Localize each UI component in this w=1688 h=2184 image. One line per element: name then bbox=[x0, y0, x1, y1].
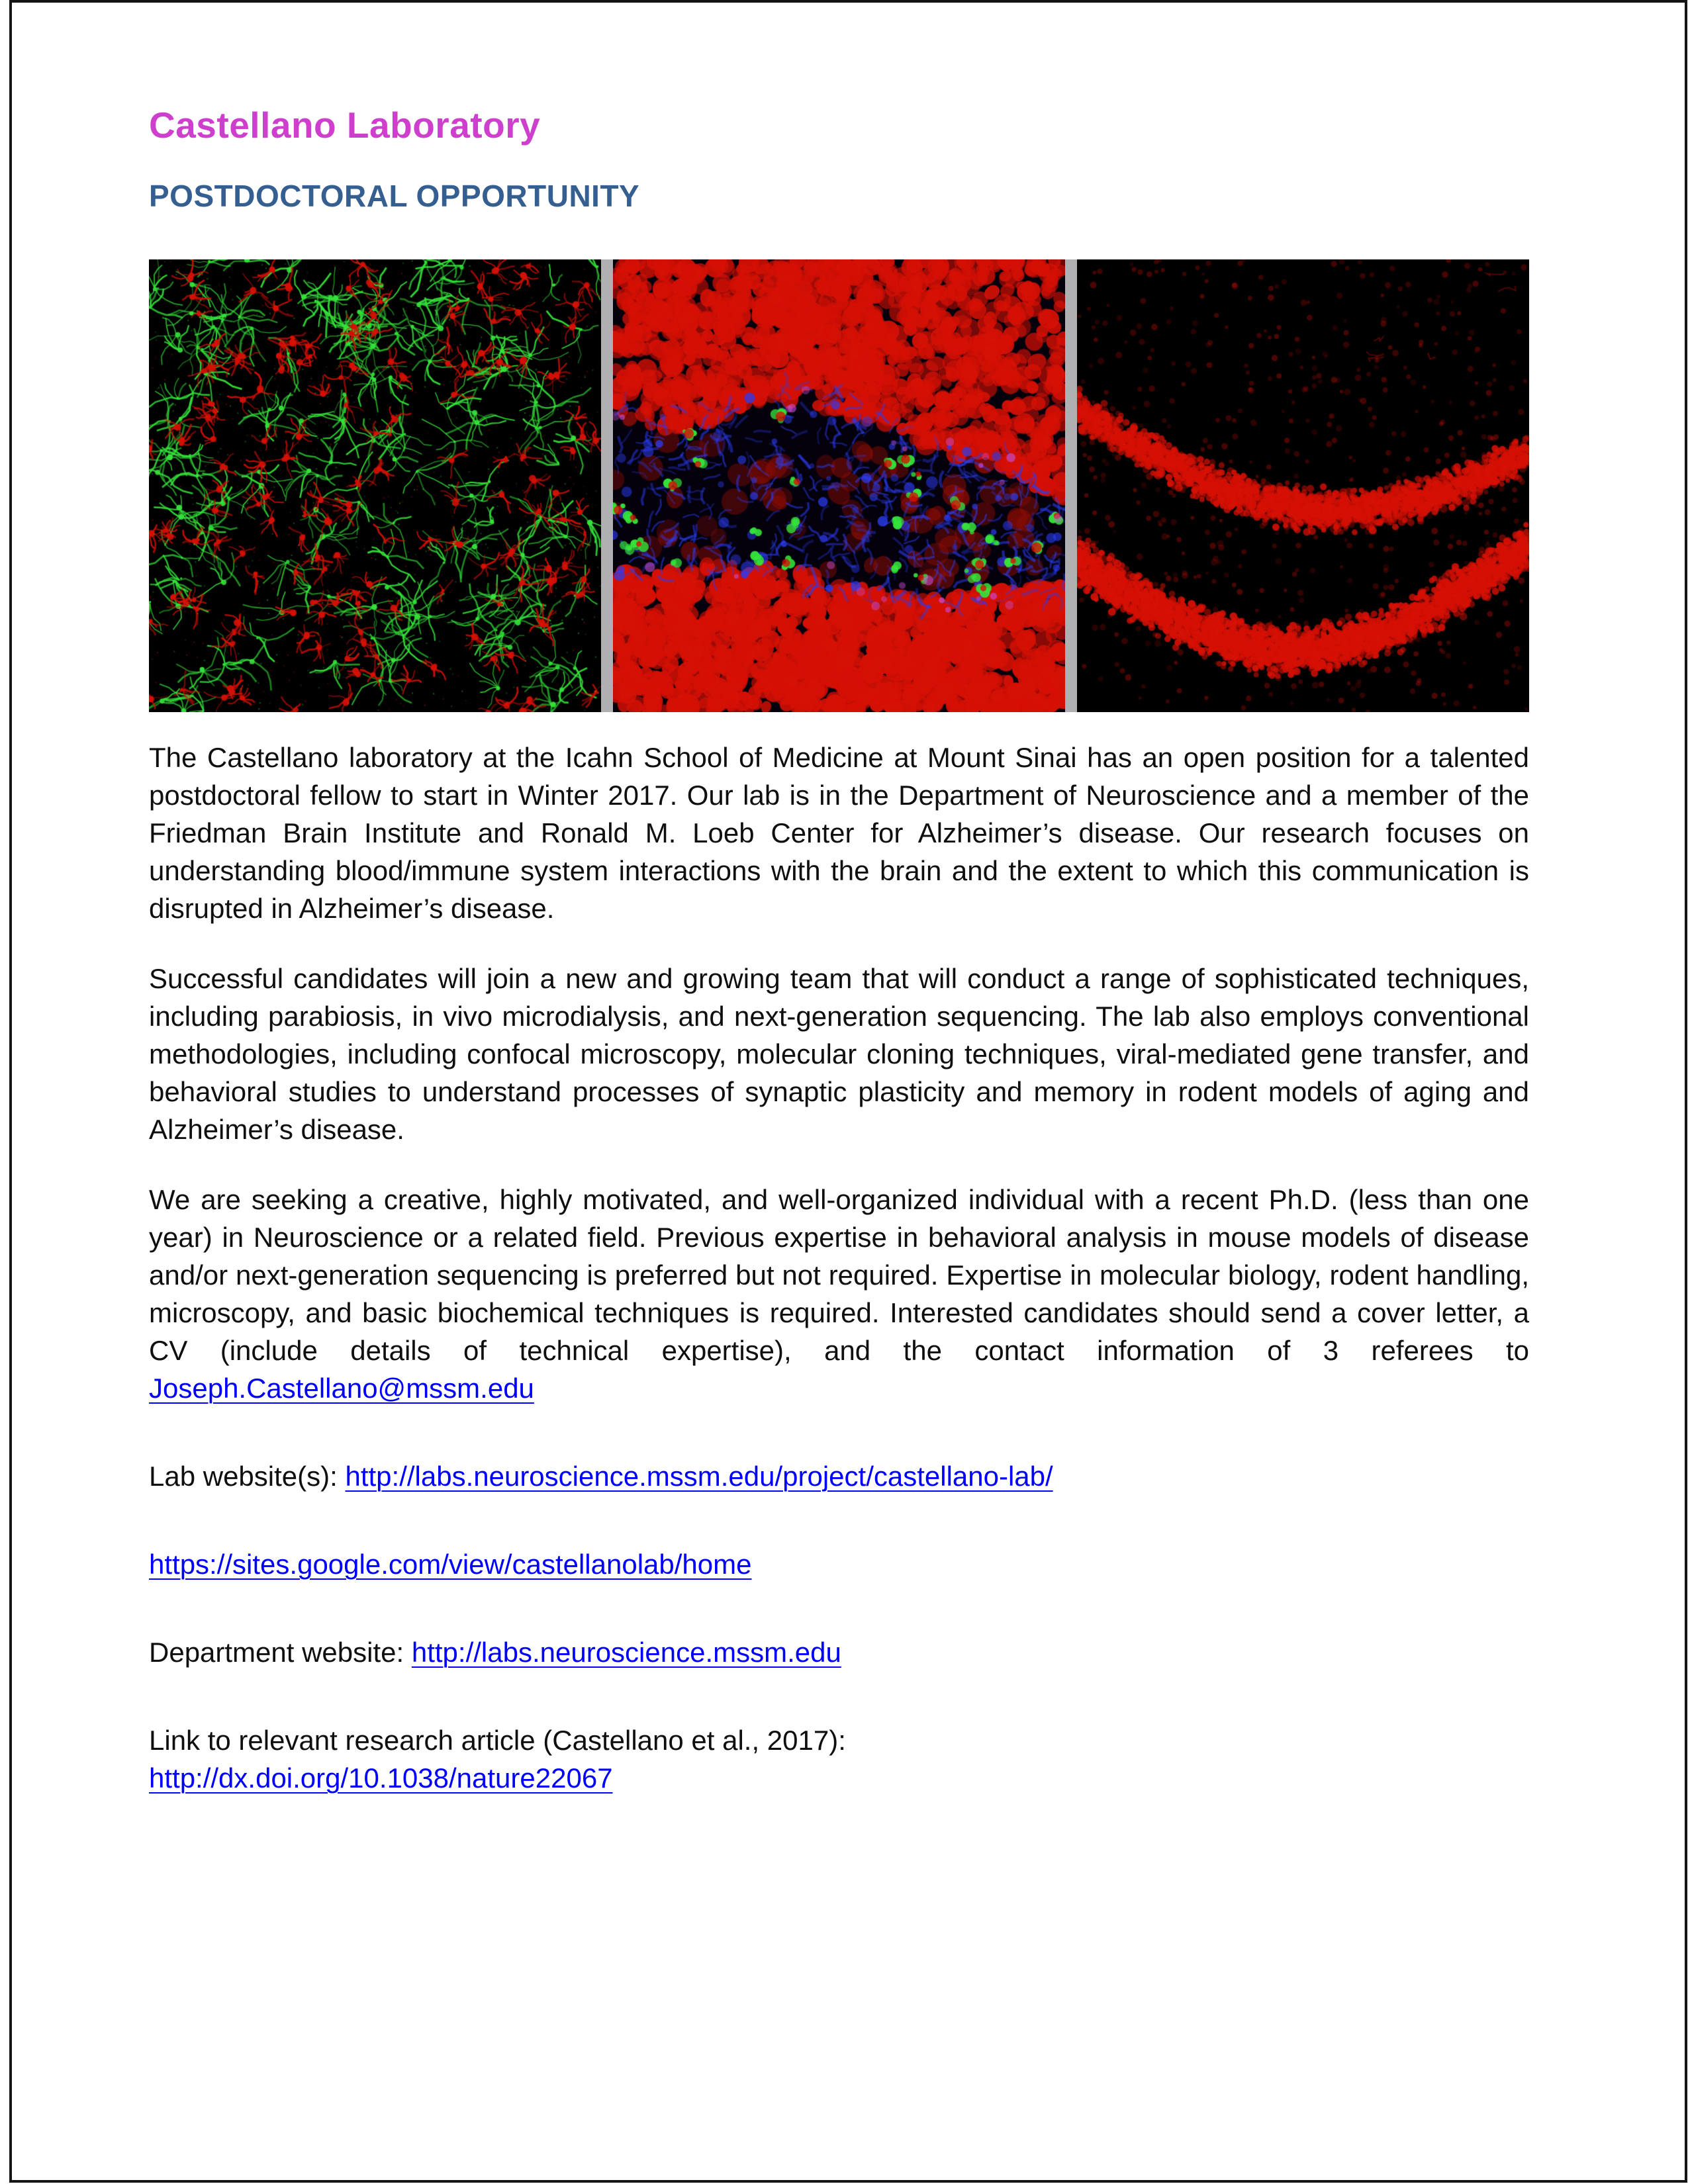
paragraph bbox=[149, 1545, 1529, 1583]
cortex-glia-micrograph bbox=[149, 259, 601, 712]
email-link[interactable]: Joseph.Castellano@mssm.edu bbox=[149, 1373, 534, 1404]
figure-separator bbox=[1065, 259, 1077, 712]
paragraph bbox=[149, 960, 1529, 1148]
paragraph bbox=[149, 1721, 1529, 1797]
text-run: Link to relevant research article (Castellano et al., 2017): bbox=[149, 1725, 846, 1756]
doi-link[interactable]: http://dx.doi.org/10.1038/nature22067 bbox=[149, 1762, 613, 1794]
figure-separator bbox=[601, 259, 613, 712]
paragraph bbox=[149, 1181, 1529, 1407]
lab-google-site-link[interactable]: https://sites.google.com/view/castellanolab/home bbox=[149, 1549, 752, 1580]
department-website-link[interactable]: http://labs.neuroscience.mssm.edu bbox=[411, 1637, 841, 1668]
text-run: Lab website(s): bbox=[149, 1461, 346, 1492]
text-run: We are seeking a creative, highly motivated, and well-organized individual with a recent Ph.D. (less than one year) in Neuroscience or a related field. Previous expertise in behavioral analysis in mouse models of disease and/or next-generation sequencing is preferred but not required. Expertise in molecular biology, rodent handling, microscopy, and basic biochemical techniques is required. Interested candidates should send a cover letter, a CV (include details of technical expertise), and the contact information of 3 referees to bbox=[149, 1184, 1529, 1366]
text-run: Successful candidates will join a new and growing team that will conduct a range of sophisticated techniques, including parabiosis, in vivo microdialysis, and next-generation sequencing. The lab also employs conventional methodologies, including confocal microscopy, molecular cloning techniques, viral-mediated gene transfer, and behavioral studies to understand processes of synaptic plasticity and memory in rodent models of aging and Alzheimer’s disease. bbox=[149, 963, 1529, 1145]
micrograph-strip bbox=[149, 259, 1529, 712]
subtitle-heading: POSTDOCTORAL OPPORTUNITY bbox=[149, 179, 640, 213]
paragraph bbox=[149, 1633, 1529, 1671]
text-run: Department website: bbox=[149, 1637, 412, 1668]
text-run: The Castellano laboratory at the Icahn School of Medicine at Mount Sinai has an open position for a talented postdoctoral fellow to start in Winter 2017. Our lab is in the Department of Neuroscience and a member of the Friedman Brain Institute and Ronald M. Loeb Center for Alzheimer’s disease. Our research focuses on understanding blood/immune system interactions with the brain and the extent to which this communication is disrupted in Alzheimer’s disease. bbox=[149, 742, 1529, 924]
lab-website-link[interactable]: http://labs.neuroscience.mssm.edu/project/castellano-lab/ bbox=[345, 1461, 1053, 1492]
page-title: Castellano Laboratory bbox=[149, 105, 541, 146]
dentate-gyrus-micrograph bbox=[1077, 259, 1529, 712]
paragraph bbox=[149, 1457, 1529, 1495]
flyer-content bbox=[149, 0, 1529, 1847]
hippocampus-micrograph bbox=[613, 259, 1065, 712]
paragraph bbox=[149, 739, 1529, 927]
body-text bbox=[149, 739, 1529, 1797]
